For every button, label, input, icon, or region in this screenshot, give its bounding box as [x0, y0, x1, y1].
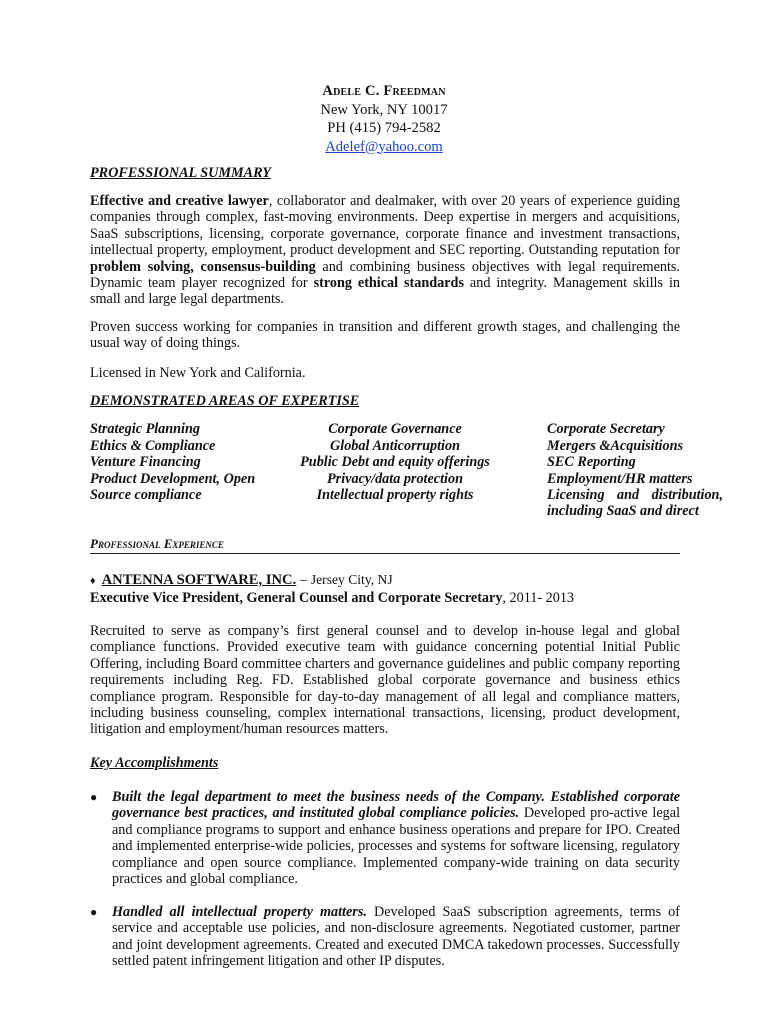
expertise-item: Public Debt and equity offerings	[300, 454, 490, 470]
expertise-item: Corporate Governance	[328, 421, 462, 437]
expertise-item: Intellectual property rights	[316, 487, 474, 503]
diamond-bullet-icon: ♦	[90, 575, 96, 587]
job-years: , 2011- 2013	[502, 590, 575, 606]
bullet-dot-icon: ●	[90, 790, 98, 804]
company-location: Jersey City, NJ	[310, 572, 393, 587]
summary-text-2: and combining business objectives with legal requirements. Dynamic team player recognized for	[90, 258, 680, 292]
summary-heading: PROFESSIONAL SUMMARY	[90, 165, 271, 181]
accomplishment-text	[112, 789, 680, 887]
section-divider	[90, 553, 680, 554]
candidate-location: New York, NY 10017	[320, 101, 448, 118]
summary-text-3: and integrity. Management skills in small and large legal departments.	[90, 275, 680, 308]
contact-header	[0, 82, 768, 156]
summary-paragraph	[90, 193, 680, 308]
accomplishments-heading: Key Accomplishments	[90, 755, 219, 771]
expertise-item: SEC Reporting	[547, 454, 636, 470]
expertise-column-3	[547, 421, 723, 520]
accomplishment-bold: Built the legal department to meet the business needs of the Company. Established corporate governance best practices, and instituted global compliance policies.	[112, 789, 680, 822]
accomplishment-detail: Developed SaaS subscription agreements, terms of service and acceptable use policies, and non-disclosure agreements. Negotiated customer, partner and joint development agreements. Created and executed DMCA takedown processes. Successfully settled patent infringement litigation and other IP disputes.	[112, 904, 680, 970]
summary-bold-1: Effective and creative lawyer	[90, 193, 269, 209]
expertise-item: Corporate Secretary	[547, 421, 665, 437]
expertise-item: Global Anticorruption	[330, 437, 460, 454]
expertise-item: Licensing and distribution, including SaaS and direct	[547, 487, 723, 520]
expertise-item: Employment/HR matters	[547, 470, 693, 487]
job-title-line	[90, 590, 574, 606]
expertise-column-2	[295, 421, 495, 504]
company-dash: –	[296, 572, 311, 588]
company-line	[90, 572, 393, 589]
license-line: Licensed in New York and California.	[90, 365, 306, 381]
summary-bold-3: strong ethical standards	[313, 275, 464, 292]
expertise-item: Privacy/data protection	[327, 470, 463, 487]
summary-bold-2: problem solving, consensus-building	[90, 258, 316, 275]
summary-paragraph-2: Proven success working for companies in transition and different growth stages, and challenging the usual way of doing things.	[90, 319, 680, 352]
accomplishment-detail: Developed pro-active legal and compliance programs to support and enhance business operations and prepare for IPO. Created and implemented enterprise-wide policies, processes and systems for software licensing, regulatory compliance and open source compliance. Implemented company-wide training on data security practices and global compliance.	[112, 805, 681, 888]
expertise-item: Ethics & Compliance	[90, 437, 216, 454]
expertise-item: Strategic Planning	[90, 421, 200, 437]
expertise-item: Product Development, Open	[90, 470, 256, 487]
experience-heading: Professional Experience	[90, 536, 224, 551]
job-description: Recruited to serve as company’s first general counsel and to develop in-house legal and global compliance functions. Provided executive team with guidance concerning potential Initial Public Offering, including Board committee charters and governance guidelines and public company reporting requirements including Reg. FD. Established global corporate governance and business ethics compliance program. Responsible for day-to-day management of all legal and compliance matters, including business counseling, complex international transactions, licensing, product development, litigation and employment/human resources matters.	[90, 623, 680, 738]
expertise-item: Source compliance	[90, 487, 202, 503]
accomplishment-bold: Handled all intellectual property matters.	[112, 904, 367, 920]
candidate-phone: PH (415) 794-2582	[327, 120, 441, 136]
email-link[interactable]: Adelef@yahoo.com	[325, 138, 443, 155]
bullet-dot-icon: ●	[90, 905, 98, 919]
expertise-heading: DEMONSTRATED AREAS OF EXPERTISE	[90, 393, 360, 409]
accomplishment-text	[112, 904, 680, 970]
job-title: Executive Vice President, General Counsel and Corporate Secretary	[90, 590, 503, 606]
expertise-item: Mergers &Acquisitions	[547, 437, 683, 454]
candidate-name: Adele C. Freedman	[322, 83, 446, 99]
expertise-column-1	[90, 421, 290, 504]
company-name: ANTENNA SOFTWARE, INC.	[101, 572, 297, 588]
summary-text-1: , collaborator and dealmaker, with over 20 years of experience guiding companies through complex, fast-moving environments. Deep expertise in mergers and acquisitions, SaaS subscriptions, licensing, corporate governance, corporate finance and investment transactions, intellectual property, employment, product development and SEC reporting. Outstanding reputation for	[90, 193, 680, 259]
expertise-item: Venture Financing	[90, 454, 201, 470]
